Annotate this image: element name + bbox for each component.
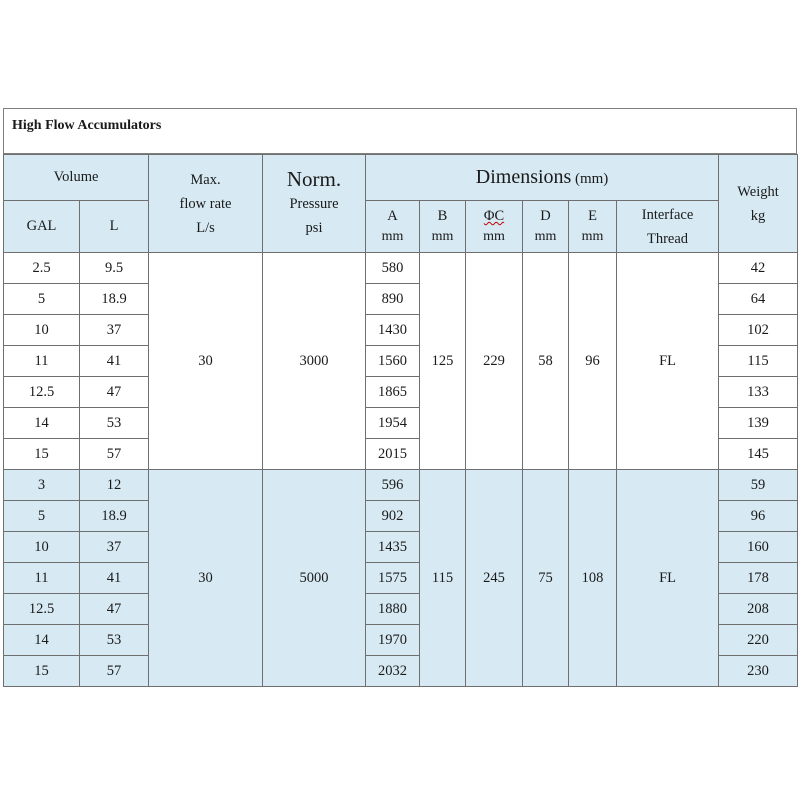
d-unit: mm [534, 229, 557, 244]
dim-e-cell: 108 [569, 470, 617, 687]
gal-cell: 11 [4, 563, 80, 594]
weight-cell: 208 [719, 594, 798, 625]
pressure-header [263, 155, 366, 253]
table-row [4, 253, 798, 284]
liter-cell: 18.9 [80, 284, 149, 315]
liter-cell: 9.5 [80, 253, 149, 284]
dim-a-cell: 890 [366, 284, 420, 315]
gal-cell: 15 [4, 656, 80, 687]
weight-cell: 145 [719, 439, 798, 470]
dimensions-header [366, 155, 719, 201]
b-unit: mm [431, 229, 454, 244]
weight-cell: 160 [719, 532, 798, 563]
dim-a-cell: 1880 [366, 594, 420, 625]
volume-header: Volume [4, 155, 149, 201]
dim-a-cell: 1430 [366, 315, 420, 346]
accumulator-table [3, 154, 798, 687]
dim-b-cell: 115 [420, 470, 466, 687]
gal-cell: 3 [4, 470, 80, 501]
dim-d-cell: 58 [523, 253, 569, 470]
liter-cell: 57 [80, 439, 149, 470]
dim-c-cell: 229 [466, 253, 523, 470]
weight-cell: 178 [719, 563, 798, 594]
gal-cell: 12.5 [4, 594, 80, 625]
liter-cell: 47 [80, 377, 149, 408]
flow-rate-cell: 30 [149, 253, 263, 470]
d-label: D [540, 208, 551, 224]
a-header [366, 201, 420, 253]
weight-cell: 139 [719, 408, 798, 439]
dim-b-cell: 125 [420, 253, 466, 470]
gal-cell: 12.5 [4, 377, 80, 408]
dim-a-cell: 1970 [366, 625, 420, 656]
table-title: High Flow Accumulators [12, 118, 162, 133]
weight-cell: 220 [719, 625, 798, 656]
interface-label: Interface Thread [641, 206, 694, 247]
thread-cell: FL [617, 253, 719, 470]
c-label: ΦC [483, 208, 505, 224]
weight-cell: 96 [719, 501, 798, 532]
gal-cell: 15 [4, 439, 80, 470]
dim-a-cell: 580 [366, 253, 420, 284]
weight-cell: 42 [719, 253, 798, 284]
spec-sheet [3, 108, 797, 688]
weight-cell: 64 [719, 284, 798, 315]
flow-rate-cell: 30 [149, 470, 263, 687]
dim-a-cell: 1560 [366, 346, 420, 377]
gal-cell: 10 [4, 532, 80, 563]
dim-a-cell: 2015 [366, 439, 420, 470]
dim-a-cell: 1435 [366, 532, 420, 563]
pressure-cell: 5000 [263, 470, 366, 687]
dim-d-cell: 75 [523, 470, 569, 687]
liter-cell: 37 [80, 532, 149, 563]
title-bar [3, 108, 797, 154]
dim-a-cell: 1575 [366, 563, 420, 594]
weight-label: Weight kg [737, 183, 779, 224]
weight-cell: 59 [719, 470, 798, 501]
dim-a-cell: 1865 [366, 377, 420, 408]
gal-cell: 11 [4, 346, 80, 377]
dim-a-cell: 2032 [366, 656, 420, 687]
weight-cell: 133 [719, 377, 798, 408]
gal-cell: 10 [4, 315, 80, 346]
gal-cell: 5 [4, 501, 80, 532]
pressure-cell: 3000 [263, 253, 366, 470]
gal-cell: 2.5 [4, 253, 80, 284]
liter-cell: 12 [80, 470, 149, 501]
liter-cell: 41 [80, 346, 149, 377]
liter-cell: 47 [80, 594, 149, 625]
c-unit: mm [483, 229, 505, 244]
gal-cell: 14 [4, 408, 80, 439]
dimensions-unit: (mm) [574, 171, 609, 187]
b-header [420, 201, 466, 253]
dim-a-cell: 596 [366, 470, 420, 501]
weight-cell: 102 [719, 315, 798, 346]
max-flow-label: Max. flow rate L/s [179, 171, 232, 236]
weight-cell: 230 [719, 656, 798, 687]
e-unit: mm [581, 229, 604, 244]
l-header: L [80, 201, 149, 253]
liter-cell: 18.9 [80, 501, 149, 532]
liter-cell: 53 [80, 408, 149, 439]
dimensions-title: Dimensions [475, 166, 572, 188]
liter-cell: 37 [80, 315, 149, 346]
e-header [569, 201, 617, 253]
gal-header: GAL [4, 201, 80, 253]
dim-a-cell: 902 [366, 501, 420, 532]
c-header [466, 201, 523, 253]
weight-header [719, 155, 798, 253]
e-label: E [588, 208, 597, 224]
max-flow-header [149, 155, 263, 253]
interface-header [617, 201, 719, 253]
gal-cell: 14 [4, 625, 80, 656]
d-header [523, 201, 569, 253]
a-label: A [387, 208, 398, 224]
dim-a-cell: 1954 [366, 408, 420, 439]
liter-cell: 53 [80, 625, 149, 656]
liter-cell: 41 [80, 563, 149, 594]
dim-c-cell: 245 [466, 470, 523, 687]
thread-cell: FL [617, 470, 719, 687]
weight-cell: 115 [719, 346, 798, 377]
gal-cell: 5 [4, 284, 80, 315]
a-unit: mm [381, 229, 404, 244]
norm-label: Norm. [286, 167, 342, 191]
pressure-label: Pressure psi [289, 196, 339, 236]
table-row [4, 470, 798, 501]
dim-e-cell: 96 [569, 253, 617, 470]
b-label: B [437, 208, 448, 224]
liter-cell: 57 [80, 656, 149, 687]
